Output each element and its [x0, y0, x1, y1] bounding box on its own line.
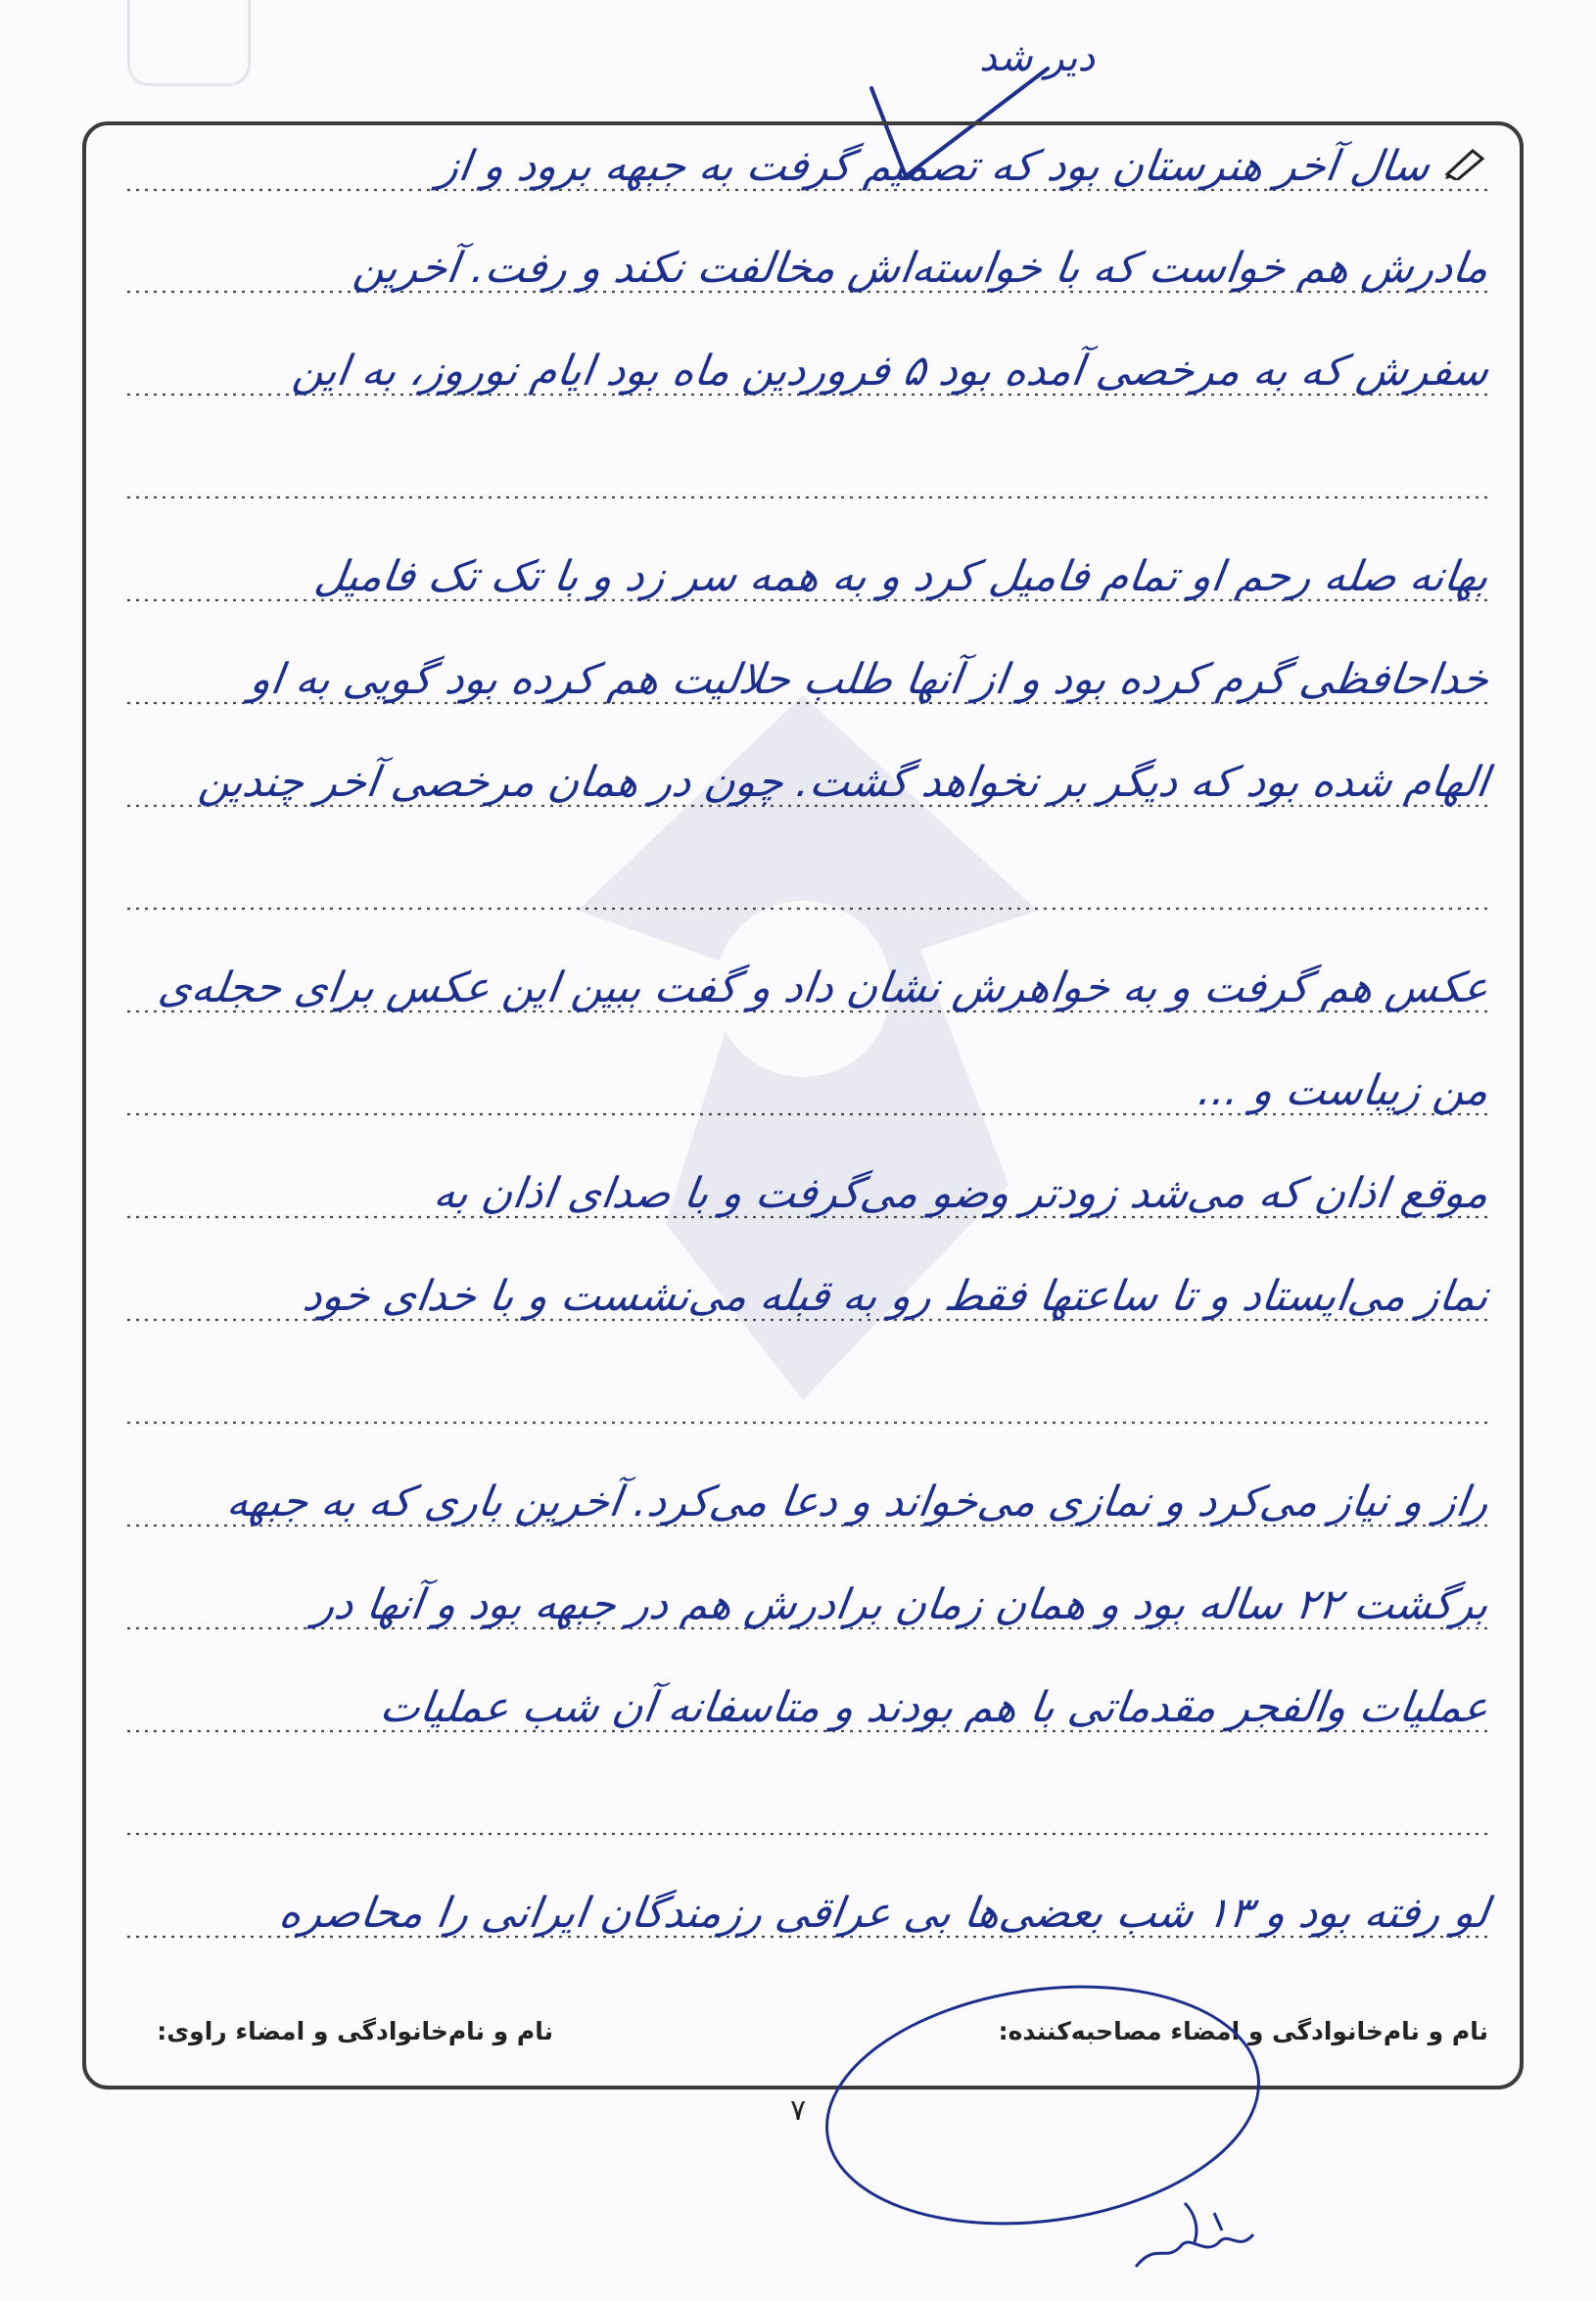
handwritten-line-12: نماز می‌ایستاد و تا ساعتها فقط رو به قبله می‌نشست و با خدای خود	[300, 1272, 1492, 1321]
handwritten-line-16: عملیات والفجر مقدماتی با هم بودند و متاسفانه آن شب عملیات	[377, 1683, 1492, 1732]
narrator-signature-label: نام و نام‌خانوادگی و امضاء راوی:	[157, 2017, 553, 2045]
handwritten-line-1: سال آخر هنرستان بود که تصمیم گرفت به جبهه برود و از	[435, 142, 1433, 191]
margin-annotation: دیر شد	[979, 35, 1096, 80]
handwritten-line-2: مادرش هم خواست که با خواسته‌اش مخالفت نکند و رفت. آخرین	[350, 244, 1492, 293]
pencil-icon	[1443, 147, 1486, 180]
page-number: ۷	[789, 2093, 807, 2128]
handwritten-line-14: راز و نیاز می‌کرد و نمازی می‌خواند و دعا می‌کرد. آخرین باری که به جبهه	[223, 1478, 1492, 1526]
handwritten-line-10: من زیباست و ...	[1195, 1066, 1492, 1115]
handwritten-line-5: بهانه صله رحم او تمام فامیل کرد و به همه سر زد و با تک تک فامیل	[311, 552, 1492, 601]
handwritten-line-6: خداحافظی گرم کرده بود و از آنها طلب حلالیت هم کرده بود گویی به او	[247, 655, 1492, 704]
handwritten-line-7: الهام شده بود که دیگر بر نخواهد گشت. چون در همان مرخصی آخر چندین	[196, 758, 1492, 807]
handwritten-line-3: سفرش که به مرخصی آمده بود ۵ فروردین ماه بود ایام نوروز، به این	[289, 347, 1492, 396]
handwritten-line-9: عکس هم گرفت و به خواهرش نشان داد و گفت ببین این عکس برای حجله‌ی	[155, 963, 1492, 1012]
handwritten-line-18: لو رفته بود و ۱۳ شب بعضی‌ها بی عراقی رزمندگان ایرانی را محاصره	[276, 1889, 1492, 1938]
handwritten-line-11: موقع اذان که می‌شد زودتر وضو می‌گرفت و با صدای اذان به	[430, 1169, 1492, 1218]
handwritten-signature	[1126, 2174, 1263, 2281]
interviewer-signature-label: نام و نام‌خانوادگی و امضاء مصاحبه‌کننده:	[998, 2017, 1488, 2045]
handwritten-line-15: برگشت ۲۲ ساله بود و همان زمان برادرش هم در جبهه بود و آنها در	[310, 1580, 1492, 1629]
